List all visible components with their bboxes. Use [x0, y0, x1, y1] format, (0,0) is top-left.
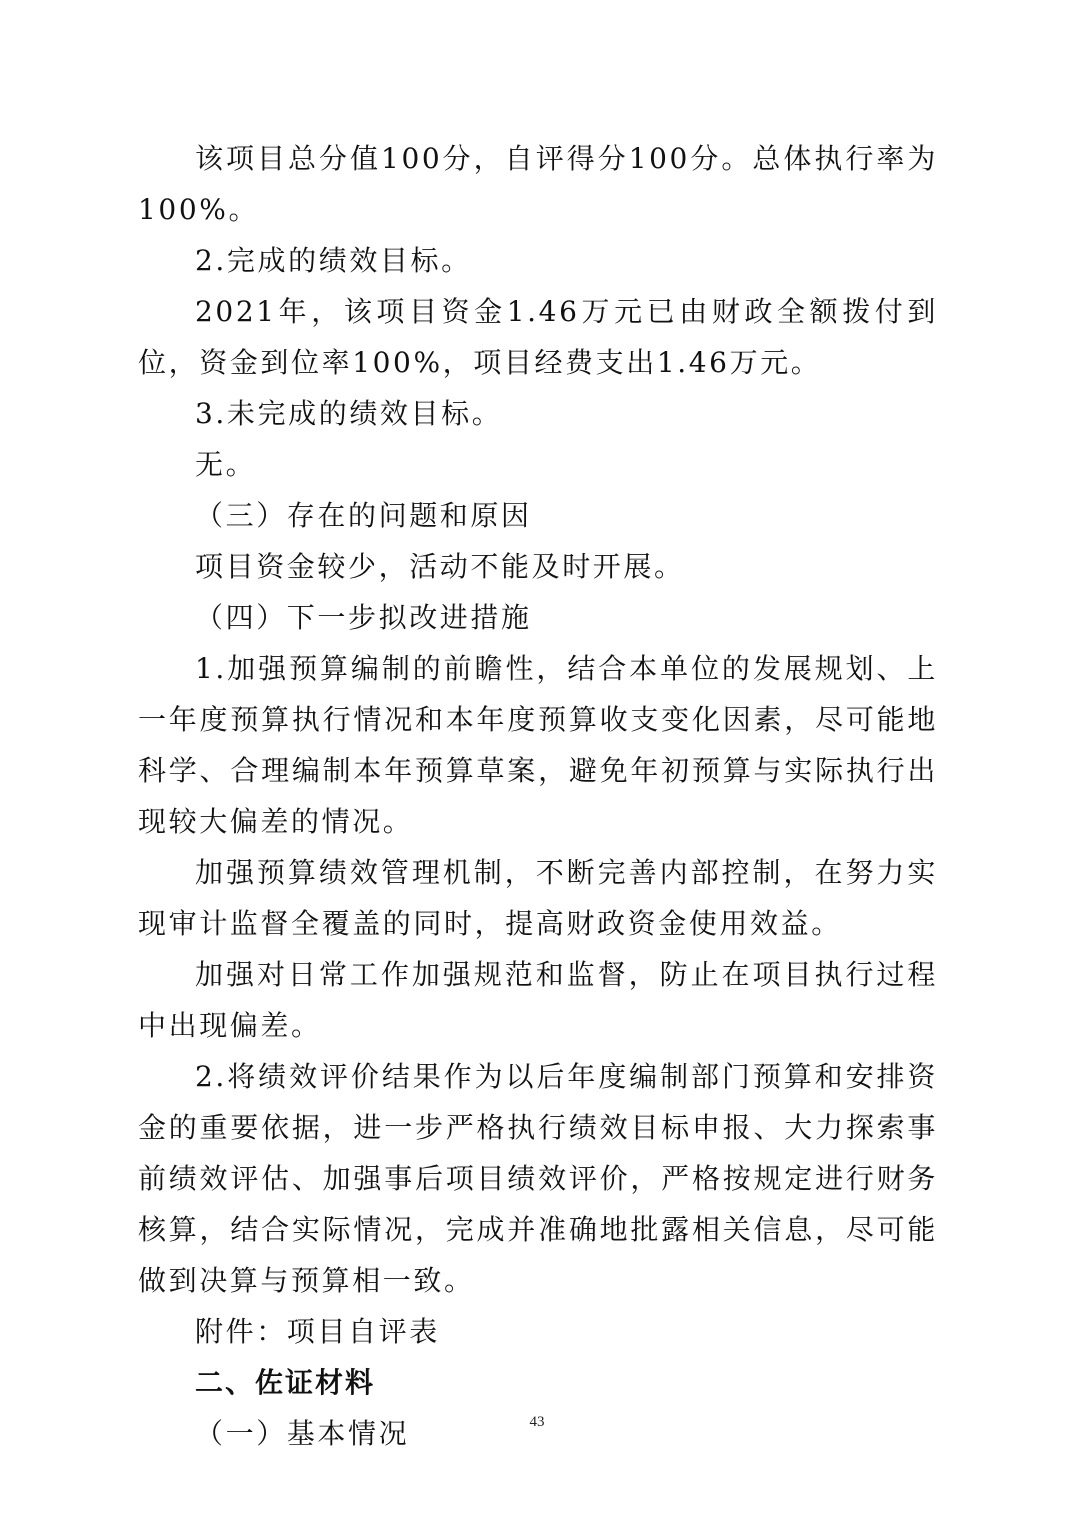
paragraph-none: 无。: [195, 448, 257, 481]
paragraph-measure-2: 2.将绩效评价结果作为以后年度编制部门预算和安排资金的重要依据，进一步严格执行绩效目标申报、大力探索事前绩效评估、加强事后项目绩效评价，严格按规定进行财务核算，结合实际情况，完成并准确地批露相关信息，尽可能做到决算与预算相一致。: [138, 1060, 938, 1297]
subsection-heading-basic-info: （一）基本情况: [195, 1417, 410, 1450]
heading-problems-causes: （三）存在的问题和原因: [195, 499, 532, 532]
paragraph-score-summary: 该项目总分值100分，自评得分100分。总体执行率为100%。: [138, 142, 938, 226]
attachment-line: 附件：项目自评表: [195, 1315, 440, 1348]
page-number: 43: [529, 1414, 545, 1430]
heading-next-steps: （四）下一步拟改进措施: [195, 601, 532, 634]
paragraph-funding: 2021年，该项目资金1.46万元已由财政全额拨付到位，资金到位率100%，项目经费支出1.46万元。: [138, 295, 938, 379]
body-text: [138, 133, 938, 1459]
paragraph-performance-management: 加强预算绩效管理机制，不断完善内部控制，在努力实现审计监督全覆盖的同时，提高财政资金使用效益。: [138, 856, 938, 940]
subheading-uncompleted-goals: 3.未完成的绩效目标。: [195, 397, 503, 430]
subheading-completed-goals: 2.完成的绩效目标。: [195, 244, 472, 277]
paragraph-daily-supervision: 加强对日常工作加强规范和监督，防止在项目执行过程中出现偏差。: [138, 958, 938, 1042]
paragraph-problems: 项目资金较少，活动不能及时开展。: [195, 550, 685, 583]
section-heading-evidence: 二、佐证材料: [195, 1366, 376, 1399]
paragraph-measure-1: 1.加强预算编制的前瞻性，结合本单位的发展规划、上一年度预算执行情况和本年度预算收支变化因素，尽可能地科学、合理编制本年预算草案，避免年初预算与实际执行出现较大偏差的情况。: [138, 652, 938, 838]
